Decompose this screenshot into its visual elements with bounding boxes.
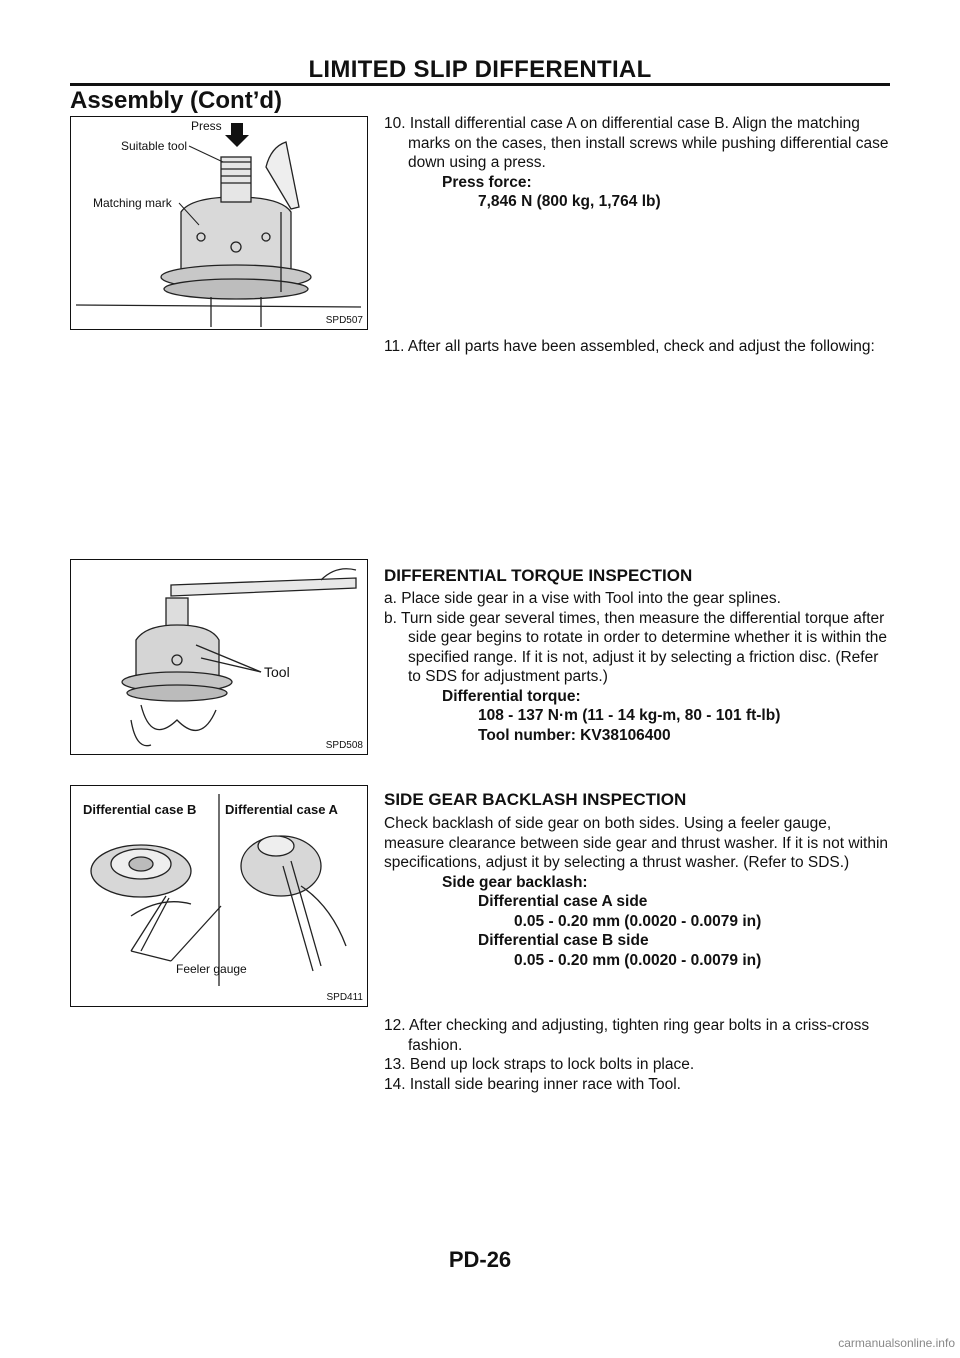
torque-inspection-body [384,589,892,745]
press-force-label: Press force: [442,173,532,191]
step-13-text: 13. Bend up lock straps to lock bolts in place. [384,1056,695,1073]
section-title: Assembly (Cont’d) [70,87,283,114]
step-11 [384,337,892,357]
figure-label-tool: Tool [264,664,290,680]
step-14-text: 14. Install side bearing inner race with Tool. [384,1075,681,1093]
figure-spd411 [70,785,368,1007]
watermark: carmanualsonline.info [838,1336,955,1350]
step-10 [384,114,892,212]
torque-inspection-illustration [71,560,367,754]
step-11-text: 11. After all parts have been assembled, check and adjust the following: [384,338,875,355]
figure-label-case-a: Differential case A [225,802,338,817]
case-b-side-value: 0.05 - 0.20 mm (0.0020 - 0.0079 in) [514,951,762,969]
page-header-title: LIMITED SLIP DIFFERENTIAL [308,56,652,83]
figure-label-case-b: Differential case B [83,802,197,817]
figure-label-suitable-tool: Suitable tool [121,139,188,153]
page-number: PD-26 [448,1247,512,1272]
figure-label-matching-mark: Matching mark [93,196,172,210]
header-divider [70,83,890,86]
figure-spd508 [70,559,368,755]
figure-label-feeler-gauge: Feeler gauge [176,962,247,976]
figure-id: SPD411 [326,992,363,1003]
press-force-value: 7,846 N (800 kg, 1,764 lb) [478,193,661,210]
backlash-inspection-body [384,814,892,970]
step-12-text: 12. After checking and adjusting, tighten ring gear bolts in a criss-cross fashion. [384,1017,870,1054]
figure-spd507 [70,116,368,330]
case-a-side-label: Differential case A side [478,893,648,910]
differential-torque-label: Differential torque: [442,687,581,705]
step-10-text: 10. Install differential case A on differential case B. Align the matching marks on the cases, then install screws while pushing differential case down using a press. [384,115,889,171]
final-steps [384,1016,892,1094]
case-a-side-value: 0.05 - 0.20 mm (0.0020 - 0.0079 in) [514,912,762,930]
side-gear-backlash-label: Side gear backlash: [442,873,588,891]
backlash-inspection-heading: SIDE GEAR BACKLASH INSPECTION [384,790,687,809]
figure-id: SPD508 [325,740,363,751]
differential-press-illustration [71,117,367,329]
differential-torque-value: 108 - 137 N·m (11 - 14 kg-m, 80 - 101 ft-lb) [478,707,781,724]
tool-number: Tool number: KV38106400 [478,726,671,744]
torque-step-a: a. Place side gear in a vise with Tool into the gear splines. [384,590,781,607]
figure-id: SPD507 [325,315,363,326]
figure-label-press: Press [191,119,222,133]
torque-inspection-heading: DIFFERENTIAL TORQUE INSPECTION [384,566,693,585]
case-b-side-label: Differential case B side [478,932,649,949]
torque-step-b: b. Turn side gear several times, then measure the differential torque after side gear begins to rotate in order to determine whether it is within the specified range. If it is not, adjust it by selecting a friction disc. (Refer to SDS for adjustment parts.) [384,609,888,685]
backlash-body-text: Check backlash of side gear on both sides. Using a feeler gauge, measure clearance between side gear and thrust washer. If it is not within specifications, adjust it by selecting a thrust washer. (Refer to SDS.) [384,815,889,871]
